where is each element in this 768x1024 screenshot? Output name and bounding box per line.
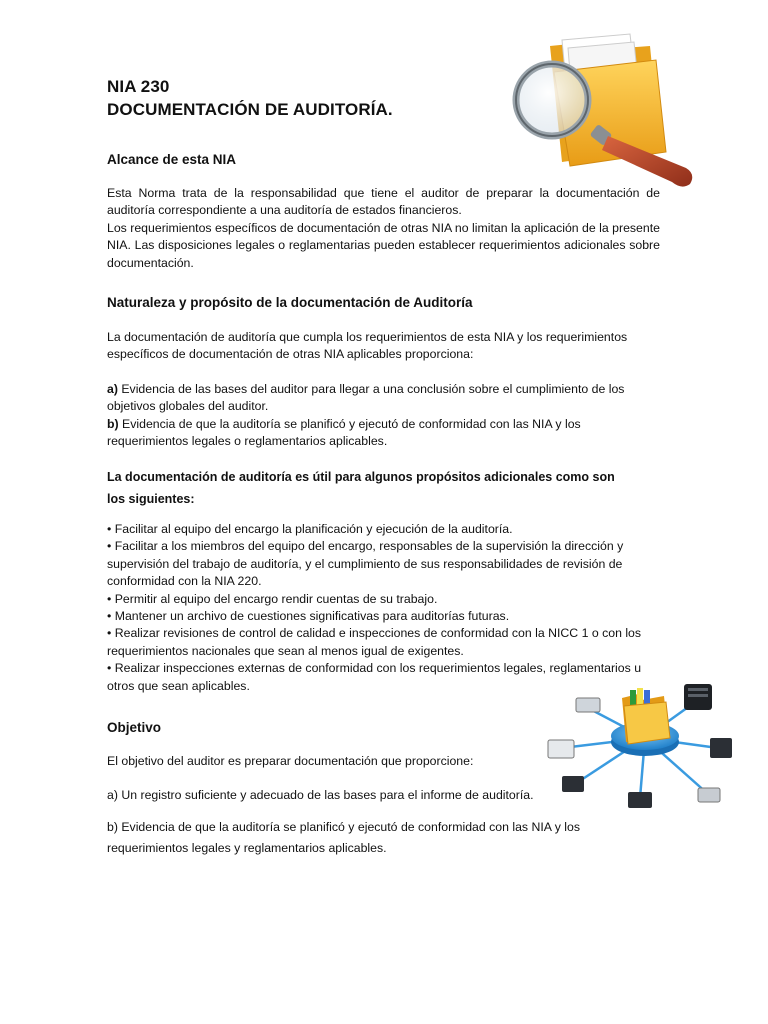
bullet-item: • Facilitar al equipo del encargo la planificación y ejecución de la auditoría. [107,522,513,536]
item-a-label: a) [107,381,118,396]
objetivo-item-a: a) Un registro suficiente y adecuado de las bases para el informe de auditoría. [107,788,534,802]
alcance-paragraph-2: Los requerimientos específicos de documentación de otras NIA no limitan la aplicación de la presente NIA. Las disposiciones legales o reglamentarias pueden establecer requerimientos adicionales sobre documentación. [107,220,660,270]
naturaleza-bold-intro: La documentación de auditoría es útil para algunos propósitos adicionales como son los siguientes: [107,470,615,506]
item-b-label: b) [107,416,119,431]
item-b-text: Evidencia de que la auditoría se planificó y ejecutó de conformidad con las NIA y los requerimientos legales o reglamentarios aplicables. [107,416,581,449]
alcance-paragraph-1: Esta Norma trata de la responsabilidad que tiene el auditor de preparar la documentación de auditoría correspondiente a una auditoría de estados financieros. [107,186,660,218]
section-heading-alcance: Alcance de esta NIA [107,152,237,167]
folder-magnifier-icon [510,28,710,188]
section-heading-naturaleza: Naturaleza y propósito de la documentación de Auditoría [107,295,473,310]
bullet-item: • Permitir al equipo del encargo rendir cuentas de su trabajo. [107,591,438,606]
objetivo-intro: El objetivo del auditor es preparar documentación que proporcione: [107,754,474,768]
naturaleza-item-a [107,381,652,416]
title-line-1: NIA 230 [107,77,170,96]
bullet-item: • Realizar revisiones de control de calidad e inspecciones de conformidad con la NICC 1 o con los requerimientos nacionales que sean al menos igual de exigentes. [107,626,642,658]
section-heading-objetivo: Objetivo [107,720,162,735]
network-file-hub-icon [540,676,740,826]
naturaleza-bullet-list [107,521,667,695]
section-alcance-body [107,185,660,272]
bullet-item: • Mantener un archivo de cuestiones significativas para auditorías futuras. [107,609,510,624]
naturaleza-intro: La documentación de auditoría que cumpla los requerimientos de esta NIA y los requerimientos específicos de documentación de otras NIA aplicables proporciona: [107,330,628,362]
title-line-2: DOCUMENTACIÓN DE AUDITORÍA. [107,100,393,119]
bullet-item: • Facilitar a los miembros del equipo del encargo, responsables de la supervisión la dirección y supervisión del trabajo de auditoría, y el cumplimiento de sus responsabilidades de revisión de conformidad con la NIA 220. [107,539,624,589]
document-title [107,75,393,121]
naturaleza-item-b [107,416,652,451]
bullet-item: • Realizar inspecciones externas de conformidad con los requerimientos legales, reglamentarios u otros que sean aplicables. [107,661,642,693]
section-naturaleza-body [107,329,652,450]
objetivo-item-b: b) Evidencia de que la auditoría se planificó y ejecutó de conformidad con las NIA y los requerimientos legales y reglamentarios aplicables. [107,820,581,855]
item-a-text: Evidencia de las bases del auditor para llegar a una conclusión sobre el cumplimiento de los objetivos globales del auditor. [107,381,625,414]
